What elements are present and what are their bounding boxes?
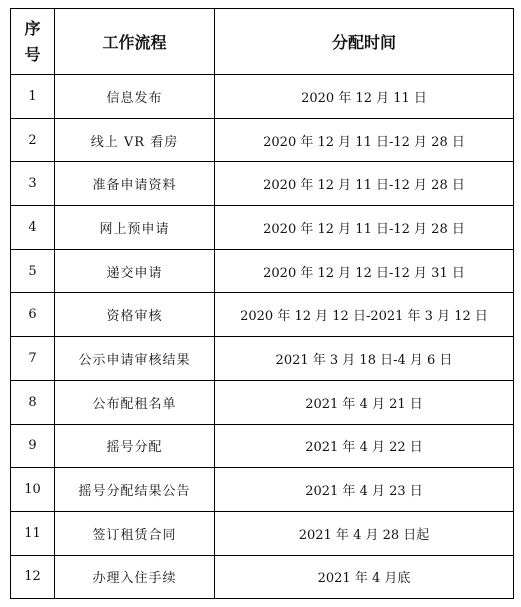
- row-number: 3: [11, 162, 55, 206]
- header-time: 分配时间: [215, 9, 514, 75]
- row-step: 线上 VR 看房: [55, 118, 215, 162]
- row-number: 10: [11, 468, 55, 512]
- row-step: 公示申请审核结果: [55, 337, 215, 381]
- table-header: [11, 9, 514, 75]
- row-time: 2020 年 12 月 11 日-12 月 28 日: [215, 118, 514, 162]
- header-process: 工作流程: [55, 9, 215, 75]
- table-row: [11, 206, 514, 250]
- row-time: 2020 年 12 月 11 日-12 月 28 日: [215, 162, 514, 206]
- row-number: 2: [11, 118, 55, 162]
- row-step: 递交申请: [55, 249, 215, 293]
- row-time: 2020 年 12 月 12 日-2021 年 3 月 12 日: [215, 293, 514, 337]
- row-time: 2021 年 4 月 28 日起: [215, 511, 514, 555]
- row-time: 2021 年 4 月 22 日: [215, 424, 514, 468]
- header-index: [11, 9, 55, 75]
- row-step: 公布配租名单: [55, 380, 215, 424]
- row-time: 2021 年 4 月底: [215, 555, 514, 599]
- row-number: 4: [11, 206, 55, 250]
- row-step: 资格审核: [55, 293, 215, 337]
- header-index-line2: 号: [24, 44, 41, 64]
- table-row: [11, 380, 514, 424]
- table-body: [11, 75, 514, 599]
- table-row: [11, 118, 514, 162]
- row-step: 网上预申请: [55, 206, 215, 250]
- table-row: [11, 424, 514, 468]
- row-number: 12: [11, 555, 55, 599]
- table-row: [11, 468, 514, 512]
- row-step: 准备申请资料: [55, 162, 215, 206]
- schedule-table: [10, 8, 514, 599]
- row-number: 8: [11, 380, 55, 424]
- table-row: [11, 293, 514, 337]
- row-number: 11: [11, 511, 55, 555]
- header-index-line1: 序: [24, 18, 41, 38]
- row-time: 2021 年 4 月 23 日: [215, 468, 514, 512]
- table-row: [11, 162, 514, 206]
- row-number: 6: [11, 293, 55, 337]
- row-step: 摇号分配: [55, 424, 215, 468]
- row-number: 5: [11, 249, 55, 293]
- row-number: 7: [11, 337, 55, 381]
- row-number: 1: [11, 75, 55, 119]
- row-step: 信息发布: [55, 75, 215, 119]
- row-time: 2020 年 12 月 12 日-12 月 31 日: [215, 249, 514, 293]
- table-row: [11, 511, 514, 555]
- table-row: [11, 337, 514, 381]
- row-step: 签订租赁合同: [55, 511, 215, 555]
- row-time: 2021 年 4 月 21 日: [215, 380, 514, 424]
- row-time: 2020 年 12 月 11 日-12 月 28 日: [215, 206, 514, 250]
- row-step: 办理入住手续: [55, 555, 215, 599]
- row-time: 2020 年 12 月 11 日: [215, 75, 514, 119]
- row-number: 9: [11, 424, 55, 468]
- row-step: 摇号分配结果公告: [55, 468, 215, 512]
- header-row: [11, 9, 514, 75]
- row-time: 2021 年 3 月 18 日-4 月 6 日: [215, 337, 514, 381]
- table-row: [11, 555, 514, 599]
- table-row: [11, 75, 514, 119]
- table-row: [11, 249, 514, 293]
